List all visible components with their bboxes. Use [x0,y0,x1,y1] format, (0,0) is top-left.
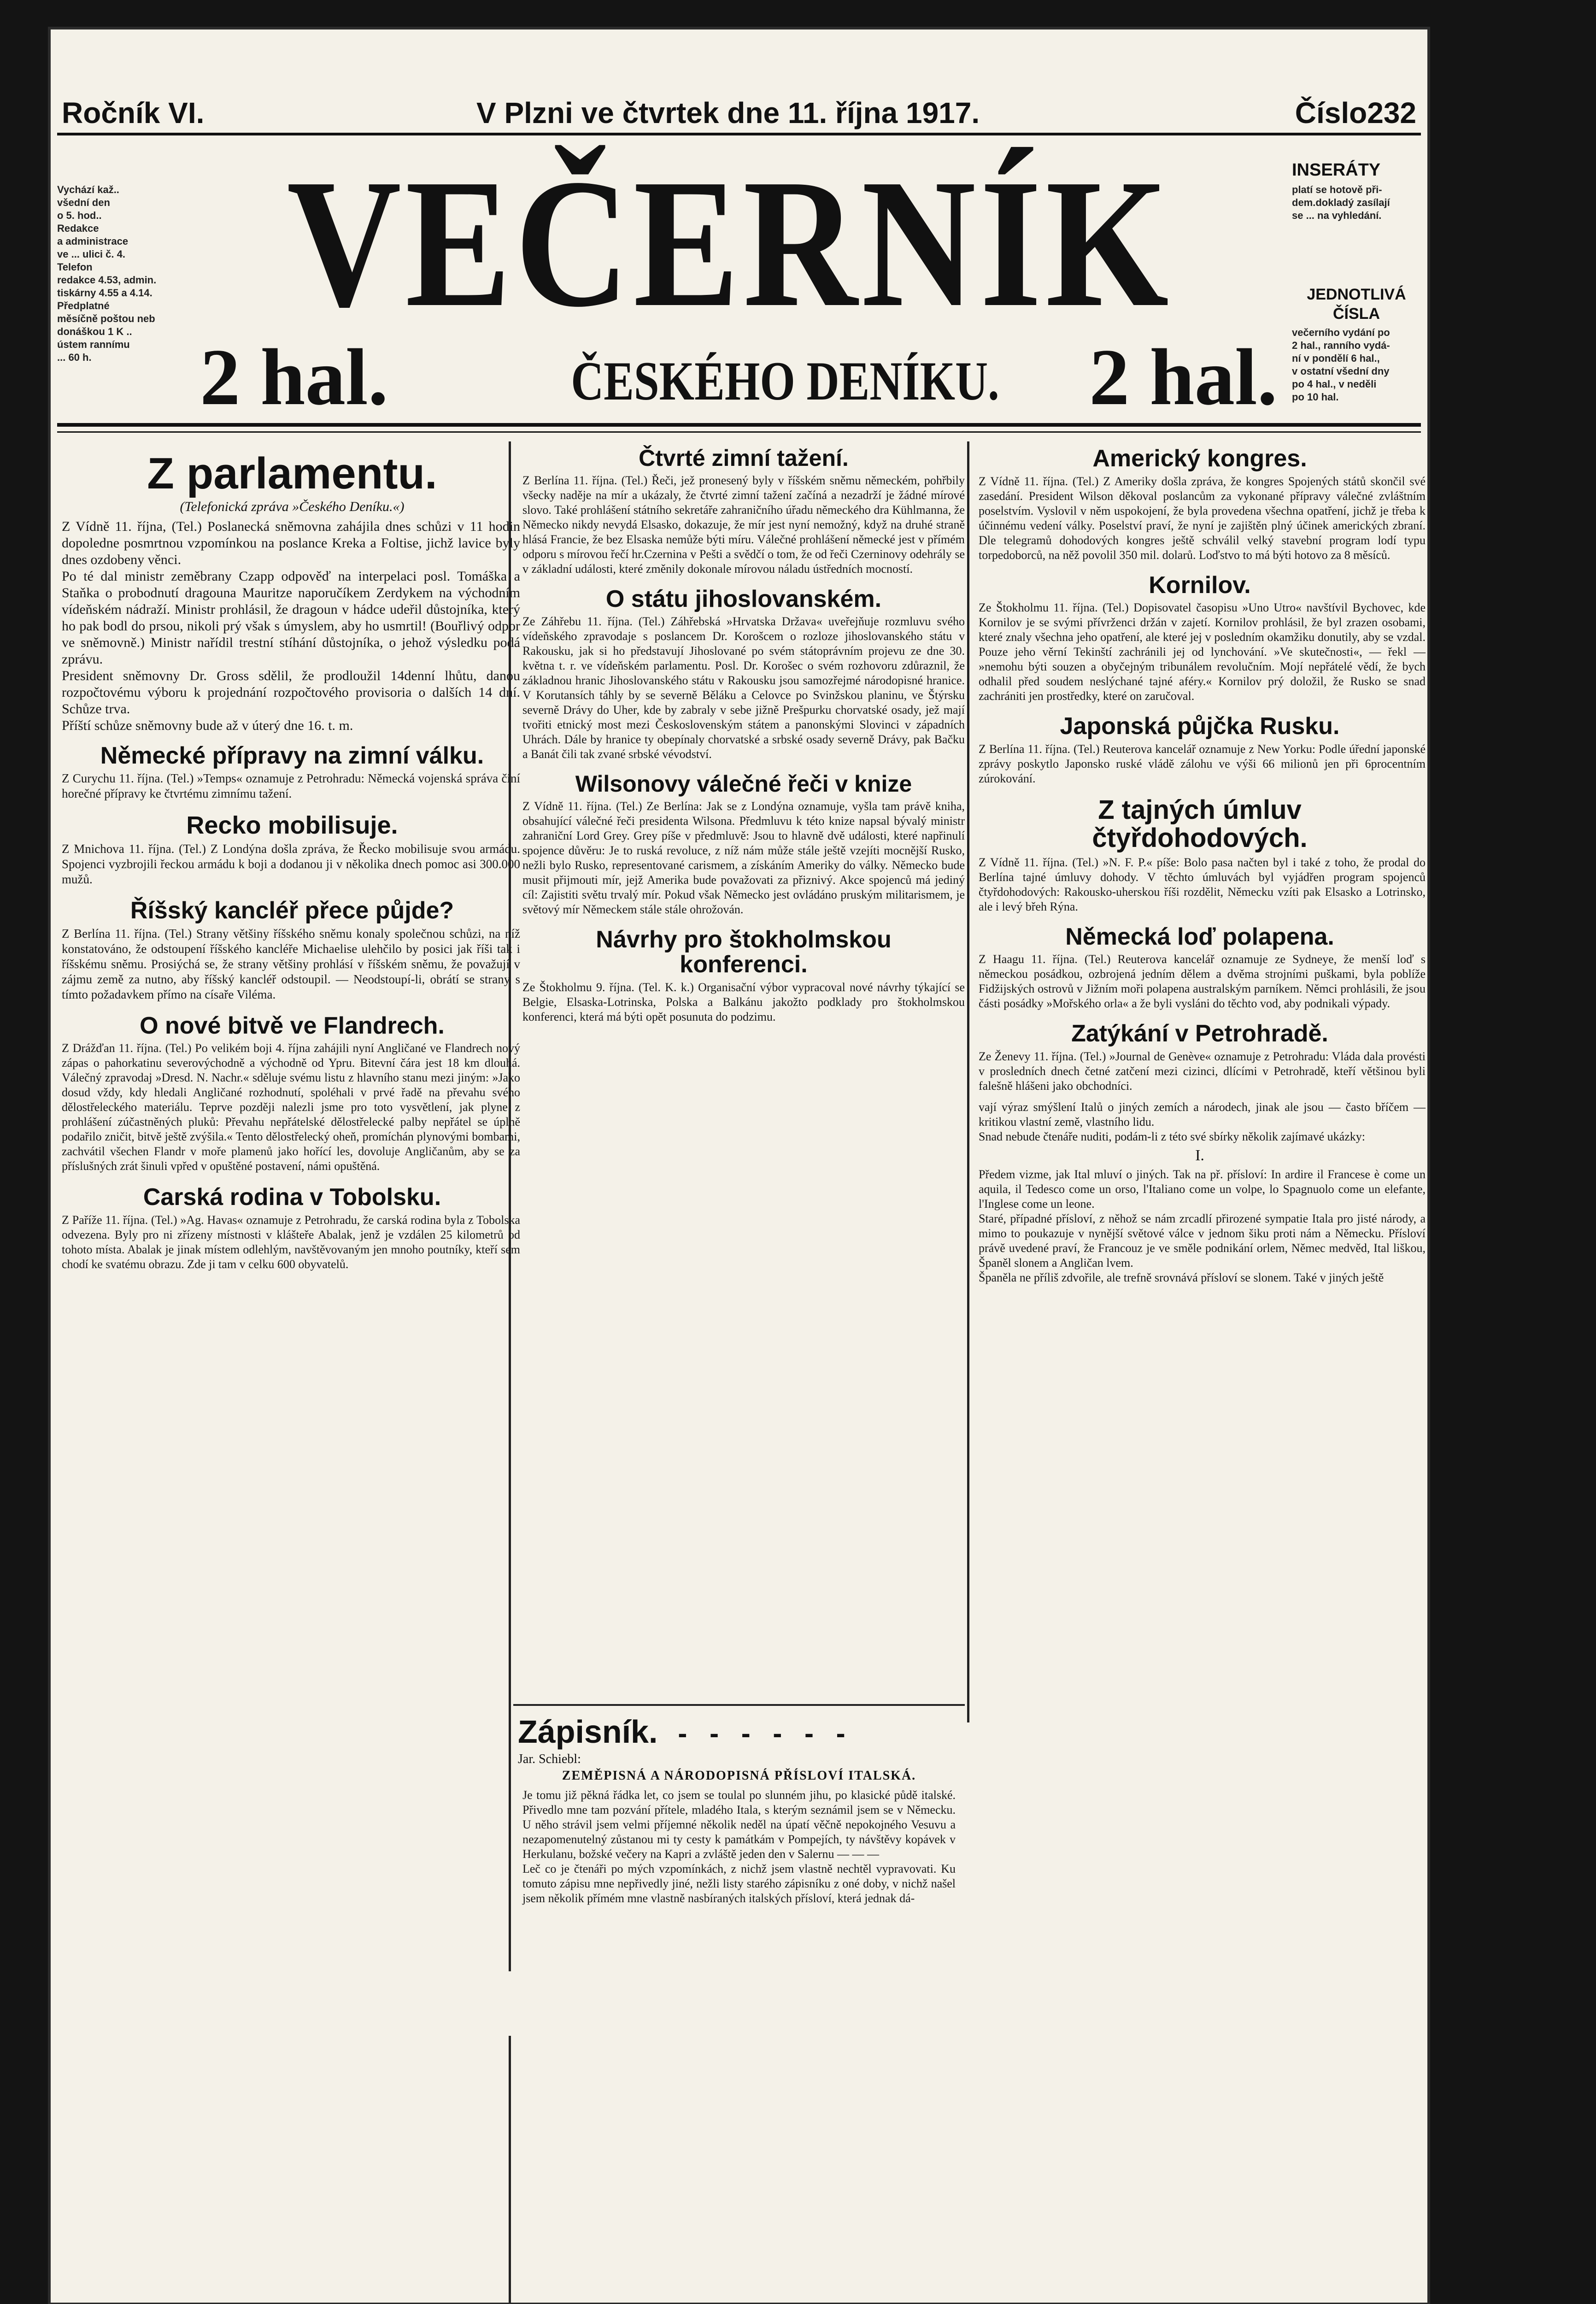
masthead-subtitle: ČESKÉHO DENÍKU. [571,350,999,411]
headline: Německá loď polapena. [1065,923,1334,950]
column-divider [509,2036,511,2303]
headline: Americký kongres. [1092,445,1307,472]
article-body: Z Haagu 11. října. (Tel.) Reuterova kancelář oznamuje ze Sydneye, že menší loď s německou posádkou, ozbrojená jedním dělem a dvěma strojními puškami, byla poblíže Fidžijských ostrovů v Jižním moři polapena australským parníkem. Němci prohlásili, že jsou části posádky »Mořského orla« a že byli vysláni do těchto vod, aby podnikali výpady. [979,952,1426,1011]
masthead-rule [57,423,1421,427]
section-title: Zápisník. [518,1714,658,1750]
article-body: Z Drážďan 11. října. (Tel.) Po velikém boji 4. října zahájili nyní Angličané ve Flandrech nový zápas o pahorkatinu severovýchodně a východně od Ypru. Bitevní čára jest 18 km dlouhá. Válečný zpravodaj »Dresd. N. Nachr.« sděluje svému listu z hlavního stanu mezi jiným: »Jako dosud vždy, kdy hledali Angličané rozhodnutí, spoléhali v prvé řadě na převahu svého dělostřeleckého materiálu. Teprve později nalezli jsme pro toto vysvětlení, jak plyne z prohlášení zúčastněných pluků: Převahu nepřátelské dělostřelecké palby nepřátel se úplně podařilo zničit, bitvě ještě zvýšila.« Tento dělostřelecký oheň, promíchán plynovými bombami, zachvátil všechen Flandr v moře plamenů jako hořící les, dovoluje Angličanům, aby se za příslušných zrát šinuli vpřed v opuštěné postavení, námi opuštěná. [62,1041,520,1173]
article-body: Ze Štokholmu 11. října. (Tel.) Dopisovatel časopisu »Uno Utro« navštívil Bychovec, kde Kornilov je se svými přívrženci držán v zajetí. Kornilov prohlásil, že byl zrazen osobami, které znaly všechna jeho opatření, ale které jej v posledním okamžiku donutily, aby se vzdal. Pouze jeho věrní Tekinští zachránili jej od lynchování. »Ve skutečnosti«, — řekl — »nemohu býti souzen a obyčejným tribunálem revolučním. Mojí nepřátelé vědí, že bych odhalil před soudem neslýchané tajné aféry.« Kornilov prý doložil, že Rusko se snad zachrániti jen prostředky, které on zaručoval. [979,601,1426,703]
headline: Japonská půjčka Rusku. [1060,713,1340,740]
top-rule [57,133,1421,135]
article-body: Ze Záhřebu 11. října. (Tel.) Záhřebská »Hrvatska Država« uveřejňuje rozmluvu svého vídeňského zpravodaje s poslancem Dr. Korošcem o rozloze jihoslovanského státu v Rakousku, jak si ho představují Jihoslované po svém státoprávním projevu ze dne 30. května t. r. ve vídeňském parlamentu. Posl. Dr. Korošec o svém rozhovoru zdůraznil, že základnou hranic Jihoslovanského státu v Rakousku jsou samozřejmé národopisné hranice. V Korutansích táhly by se severně Běláku a Celovce po Svinžskou planinu, ve Štýrsku severně Drávy do Uher, kde by zabraly v sebe jižně Prešpurku chorvatské osady, jež mají tvořiti etnický most mezi Československým státem a panonskými Slovinci v západních Uhrách. Dále by hranice ty obepínaly chorvatské a srbské osady severně Drávy, pak Bačku a Banát čili tak zvané srbské vévodství. [522,615,965,761]
headline: O nové bitvě ve Flandrech. [140,1012,445,1039]
headline: Zatýkání v Petrohradě. [1071,1020,1328,1047]
headline: Říšský kancléř přece půjde? [130,897,454,924]
article-body: Z Vídně 11. října, (Tel.) Poslanecká sněmovna zahájila dnes schůzi v 11 hodin dopoledne posmrtnou vzpomínkou na poslance Kreka a Foltise, jichž lavice byly dnes ozdobeny věnci. Po té dal ministr zeměbrany Czapp odpověď na interpelaci posl. Tomáška a Staňka o probodnutí dragouna Mauritze naporučíkem Zerdykem na východním vídeňském nádraží. Ministr prohlásil, že dragoun v hádce udeřil důstojníka, který ho pak bodl do prsou, nikoli prý však s úmyslem, aby ho usmrtil! (Bouřlivý odpor ve sněmovně.) Ministr nařídil trestní stíhání důstojníka, o jehož výsledku podá zprávu. President sněmovny Dr. Gross sdělil, že prodloužil 14denní lhůtu, danou rozpočtovému výboru k projednání rozpočtového provisoria o dalších 14 dní. Schůze trva. Příští schůze sněmovny bude až v úterý dne 16. t. m. [62,518,520,733]
issue-number: Číslo232 [1295,96,1416,129]
essay-heading: ZEMĚPISNÁ A NÁRODOPISNÁ PŘÍSLOVÍ ITALSKÁ. [562,1769,916,1783]
headline: Německé přípravy na zimní válku. [100,742,484,769]
article-body: Z Berlína 11. října. (Tel.) Řeči, jež pronesený byly v říšském sněmu německém, pohřbily všecky naděje na mír a ukázaly, že čtvrté zimní tažení začíná a nezadrží je žádné mírové slovo. Také prohlášení státního sekretáře zahraničního úřadu německého dra Kühlmanna, že Německo nikdy nevydá Elsasko, dokazuje, že mír jest nyní nemožný, když na druhé straně hlásá Francie, že bez Elsaska nemůže býti míru. Válečné prohlášení německé jest v přímém odporu s mírovou řečí hr.Czernina v Pešti a svědčí o tom, že od řeči Czerninovy odehrály se v základní události, které změnily dokonale mírovou náladu ústředních mocností. [522,473,965,576]
article-body: Z Mnichova 11. října. (Tel.) Z Londýna došla zpráva, že Řecko mobilisuje svou armádu. Spojenci vyzbrojili řeckou armádu k boji a dodanou ji v několika dnech pomoc asi 300.000 mužů. [62,842,520,887]
article-body: Z Vídně 11. října. (Tel.) Ze Berlína: Jak se z Londýna oznamuje, vyšla tam právě kniha, obsahující válečné řeči presidenta Wilsona. Předmluvu k této knize napsal bývalý ministr zahraniční Lord Grey. Grey píše v předmluvě: Jsou to hlavně dvě události, které napřinulí spojence důvěru: Je to ruská revoluce, z níž nám může stále ještě vzejíti mocnější Rusko, nežli bylo Rusko, representované carismem, a získáním Ameriky do války. Německo bude musit přijmouti mír, jejž Amerika bude považovati za přiznivý. Akce spojenců má jediný cíl: Zajistiti světu trvalý mír. Pokud však Německo jest ovládáno pruským militarismem, je světový mír Německem stále stále ohrožován. [522,799,965,916]
article-body: Z Berlína 11. října. (Tel.) Reuterova kancelář oznamuje z New Yorku: Podle úřední japonské zprávy poskytlo Japonsko ruské vládě zálohu ve výši 66 milionů jen při 6procentním zúrokování. [979,742,1426,785]
ads-heading: INSERÁTY [1292,160,1381,180]
headline: Čtvrté zimní tažení. [639,445,849,471]
column-2 [513,441,974,1024]
article-body: Z Berlína 11. října. (Tel.) Strany většiny říšského sněmu konaly společnou schůzi, na níž konstatováno, že odstoupení říšského kancléře Michaelise ulehčilo by posici jak říši tak i říšskému sněmu. Prosiýchá se, že strany většiny prohlásí v říšském sněmu, že považují v zájmu země za nutno, aby říšský kancléř odstoupil. — Neodstoupí-li, obrátí se strany s tímto požadavkem přímo na císaře Viléma. [62,926,520,1001]
author: Jar. Schiebl: [518,1752,581,1766]
essay-body: Je tomu již pěkná řádka let, co jsem se toulal po slunném jihu, po klasické půdě italské. Přivedlo mne tam pozvání přítele, mladého Itala, s kterým seznámil jsem se v Německu. U něho strávil jsem velmi příjemné několik neděl na úpatí věčně nepokojného Vesuvu a nezapomenutelný zůstanou mi ty cesty k památkám v Pompejích, ty návštěvy kopávek v Herkulanu, božské večery na Kapri a zvláště jeden den v Salernu — — — Leč co je čtenáři po mých vzpomínkách, z nichž jsem vlastně nechtěl vypravovati. Ku tomuto zápisu mne nepřivedly jiné, nežli listy starého zápisníku z oné doby, v nichž našel jsem několik přímém mne vlastně nasbíraných italských přísloví, která jednak dá- [522,1788,956,1905]
article-body: Z Paříže 11. října. (Tel.) »Ag. Havas« oznamuje z Petrohradu, že carská rodina byla z Tobolska odvezena. Byly pro ni zřízeny místnosti v klášteře Abalak, jenž je vzdálen 25 kilometrů od tohoto místa. Abalak je jinak místem odlehlým, navštěvovaným jen mnoho poutníky, kteří sem chodí ke svatému obrazu. Zde ji tam v celku 600 obyvatelů. [62,1213,520,1271]
subscription-info: Vychází kaž.. všední den o 5. hod.. Redakce a administrace ve ... ulici č. 4. Telefon redakce 4.53, admin. tiskárny 4.55 a 4.14. Předplatné měsíčně poštou neb donáškou 1 K .. ústem rannímu ... 60 h. [57,184,157,363]
zapisnik-section [518,1713,960,1906]
dateline: V Plzni ve čtvrtek dne 11. října 1917. [476,96,980,129]
byline: (Telefonická zpráva »Českého Deníku.«) [180,499,405,514]
volume-number: Ročník VI. [62,96,205,129]
article-body: Ze Ženevy 11. října. (Tel.) »Journal de Genève« oznamuje z Petrohradu: Vláda dala provésti v prosledních dnech četné zatčení mezi cizinci, dlícími v Petrohradě, kteří většinou byli falešně hlášeni jako obchodníci. [979,1049,1426,1093]
headline: Z parlamentu. [147,449,437,498]
masthead-title: VEČERNÍK [287,141,1173,345]
article-body: Ze Štokholmu 9. října. (Tel. K. k.) Organisační výbor vypracoval nové návrhy týkající se Belgie, Elsaska-Lotrinska, Polska a Balkánu jakožto podklady pro štokholmskou konferenci, která má býti opět posunuta do podzimu. [522,980,965,1023]
article-body: Z Vídně 11. října. (Tel.) »N. F. P.« píše: Bolo pasa načten byl i také z toho, že prodal do Berlína tajné úmluvy dohody. V těchto úmluvách byl vyjádřen program spojenců čtyřdohodových: Rakousko-uherskou říši rozdělit, Německu vzíti pak Elsasko a Lotrinsko, ale i levý břeh Rýna. [979,855,1426,913]
ads-info: platí se hotově při- dem.dokladý zasílají se ... na vyhledání. [1292,184,1390,221]
essay-continuation: Předem vizme, jak Ital mluví o jiných. Tak na př. přísloví: In ardire il Francese è come un aquila, il Tedesco come un orso, l'Italiano come un volpe, lo Spagnuolo come un elefante, l'Inglese come un leone. Staré, případné přísloví, z něhož se nám zrcadlí přirozené sympatie Itala pro jisté národy, a mimo to poukazuje v nynější světové válce v jednom šiku proti nám a Německu. Přísloví právě uvedené praví, že Francouz je ve směle podnikání orlem, Němec medvěd, Ital liškou, Španěl slonem a Angličan lvem. Španěla ne příliš zdvořile, ale trefně srovnává přísloví se slonem. Také v jiných ještě [979,1167,1426,1284]
masthead-rule-thin [57,431,1421,433]
column-3 [969,441,1430,1285]
headline: Z tajných úmluv čtyřdohodových. [1092,794,1308,853]
headline: Kornilov. [1149,571,1251,599]
section-rule [513,1704,965,1706]
price-right: 2 hal. [1089,332,1278,422]
newspaper-page [48,27,1430,2304]
article-body: Z Curychu 11. října. (Tel.) »Temps« oznamuje z Petrohradu: Německá vojenská správa činí horečné přípravy ke čtvrtému zimnímu tažení. [62,771,520,801]
headline: Wilsonovy válečné řeči v knize [575,771,912,797]
headline: Návrhy pro štokholmskou konferenci. [596,926,892,978]
single-copy-info: večerního vydání po 2 hal., ranního vydá- ní v pondělí 6 hal., v ostatní všední dny po 4 hal., v neděli po 10 hal. [1292,327,1390,403]
headline: Recko mobilisuje. [186,811,398,840]
essay-continuation: vají výraz smýšlení Italů o jiných zemích a národech, jinak ale jsou — často bříčem — kritikou vlastní země, vlastního lidu. Snad nebude čtenáře nuditi, podám-li z této své sbírky několik zajímavé ukázky: [979,1100,1426,1143]
column-1 [57,441,527,1272]
price-left: 2 hal. [200,332,388,422]
headline: O státu jihoslovanském. [605,585,882,612]
section-number: I. [1195,1146,1204,1164]
single-copy-heading: JEDNOTLIVÁ ČÍSLA [1307,286,1406,323]
article-body: Z Vídně 11. října. (Tel.) Z Ameriky došla zpráva, že kongres Spojených států skončil své zasedání. President Wilson děkoval poslancům za vykonané přípravy válečné zvláštním poselstvím. Vyslovil v něm uspokojení, že byla provedena všechna opatření, jichž je třeba k účinnému vedení války. Poselství praví, že nyní je zajištěn plný účinek amerických zbraní. Dle telegramů dohodových kongres ještě schválil velký stavební program lodí typu torpedoborců, na něž povolil 350 mil. dolarů. Loďstvo to má býti hotovo za 8 měsíců. [979,474,1426,562]
headline: Carská rodina v Tobolsku. [143,1184,441,1211]
title-dashes: - - - - - - [678,1718,853,1749]
